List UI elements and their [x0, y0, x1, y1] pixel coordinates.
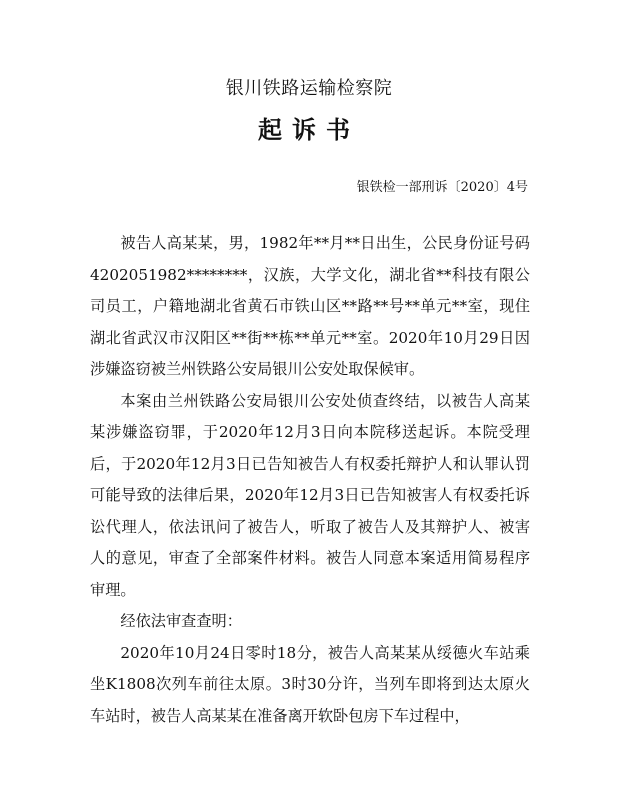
paragraph-facts: 2020年10月24日零时18分，被告人高某某从绥德火车站乘坐K1808次列车前往太原。3时30分许，当列车即将到达太原火车站时，被告人高某某在准备离开软卧包房下车过程中，	[90, 643, 530, 725]
paragraph-defendant-info: 被告人高某某，男，1982年**月**日出生，公民身份证号码4202051982********，汉族，大学文化，湖北省**科技有限公司员工，户籍地湖北省黄石市铁山区**路**号**单元**室，现住湖北省武汉市汉阳区**街**栋**单元**室。2020年10月29日因涉嫌盗窃被兰州铁路公安局银川公安处取保候审。	[90, 234, 530, 378]
paragraph-review-heading: 经依法审查查明：	[120, 612, 242, 630]
organization-name: 银川铁路运输检察院	[225, 78, 393, 99]
paragraph-case-procedure: 本案由兰州铁路公安局银川公安处侦查终结，以被告人高某某涉嫌盗窃罪，于2020年12月3日向本院移送起诉。本院受理后，于2020年12月3日已告知被告人有权委托辩护人和认罪认罚可能导致的法律后果，2020年12月3日已告知被害人有权委托诉讼代理人，依法讯问了被告人，听取了被告人及其辩护人、被害人的意见，审查了全部案件材料。被告人同意本案适用简易程序审理。	[90, 391, 530, 599]
document-number: 银铁检一部刑诉〔2020〕4号	[356, 180, 528, 195]
document-title: 起诉书	[258, 115, 360, 144]
document-body	[90, 228, 530, 732]
